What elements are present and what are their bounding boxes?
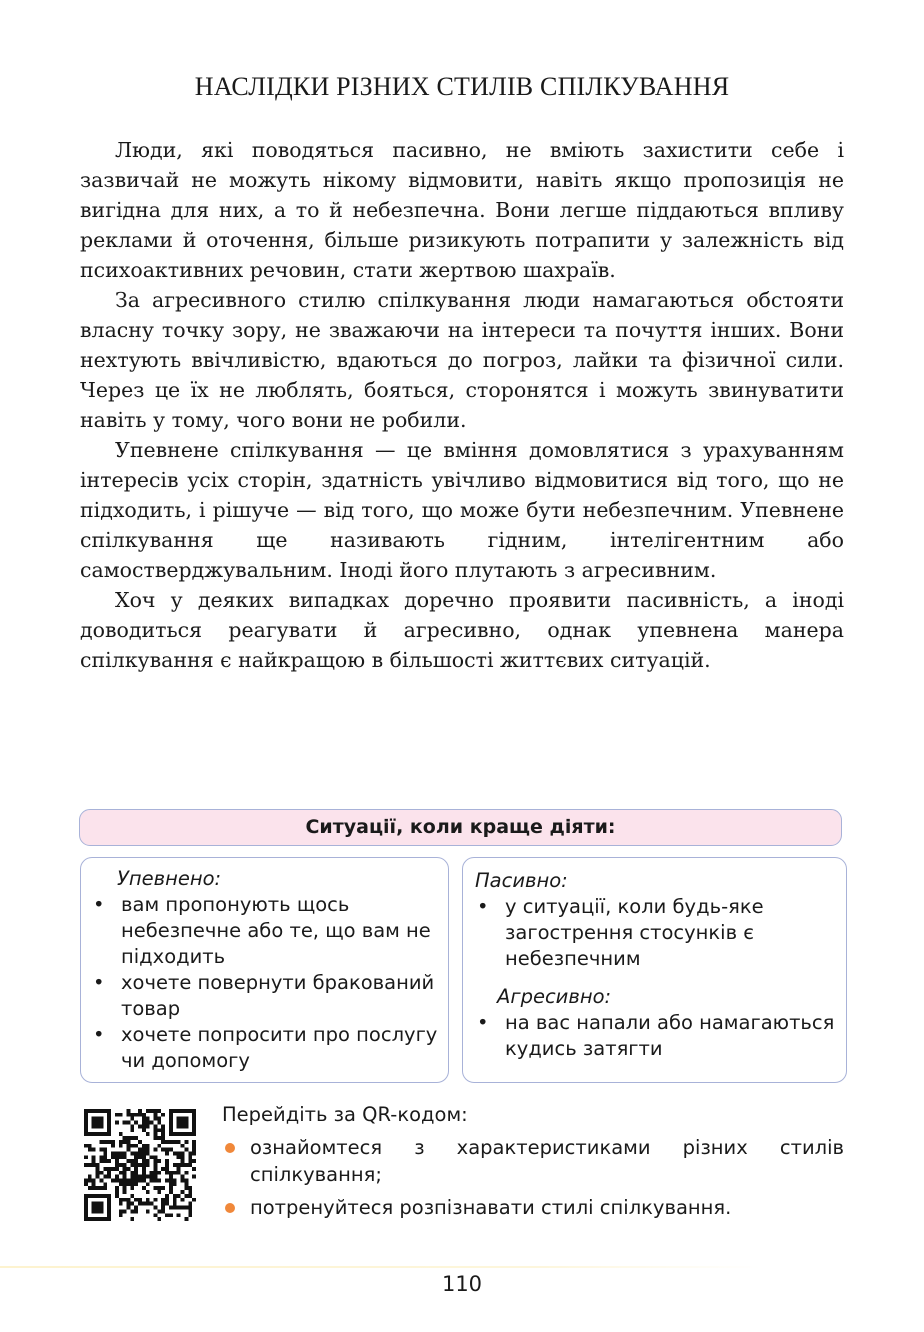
qr-code-icon[interactable] (84, 1109, 196, 1221)
list-item: • вам пропонують щось небезпечне або те, що вам не підходить (91, 892, 438, 970)
qr-list (222, 1134, 844, 1221)
list-item: • на вас напали або намагаються кудись затягти (475, 1010, 836, 1062)
aggressive-list (475, 1010, 836, 1062)
confident-list (91, 892, 438, 1074)
passive-aggressive-box (462, 857, 847, 1083)
list-item: • хочете повернути бракований товар (91, 970, 438, 1022)
page-title: НАСЛІДКИ РІЗНИХ СТИЛІВ СПІЛКУВАННЯ (194, 72, 730, 101)
passive-list (475, 894, 836, 972)
paragraph-aggressive: За агресивного стилю спілкування люди намагаються обстояти власну точку зору, не зважаючи на інтереси та почуття інших. Вони нехтують ввічливістю, вдаються до погроз, лайки та фізичної сили. Через це їх не люблять, бояться, сторонятся і можуть звинуватити навіть у тому, чого вони не робили. (80, 288, 844, 432)
confident-label: Упевнено: (117, 867, 222, 890)
main-text (80, 135, 844, 675)
footer-divider (0, 1266, 760, 1268)
qr-intro: Перейдіть за QR-кодом: (222, 1103, 468, 1126)
list-item: • хочете попросити про послугу чи допомогу (91, 1022, 438, 1074)
paragraph-passive: Люди, які поводяться пасивно, не вміють захистити себе і зазвичай не можуть нікому відмовити, навіть якщо пропозиція не вигідна для них, а то й небезпечна. Вони легше піддаються впливу реклами й оточення, більше ризикують потрапити у залежність від психоактивних речовин, стати жертвою шахраїв. (80, 138, 844, 282)
qr-section (222, 1101, 844, 1227)
page-number: 110 (441, 1272, 483, 1296)
list-item: • у ситуації, коли будь-яке загострення стосунків є небезпечним (475, 894, 836, 972)
confident-box (80, 857, 449, 1083)
situations-header: Ситуації, коли краще діяти: (79, 809, 842, 846)
paragraph-conclusion: Хоч у деяких випадках доречно проявити пасивність, а іноді доводиться реагувати й агресивно, однак упевнена манера спілкування є найкращою в більшості життєвих ситуацій. (80, 588, 844, 672)
paragraph-confident: Упевнене спілкування — це вміння домовлятися з урахуванням інтересів усіх сторін, здатність увічливо відмовитися від того, що не підходить, і рішуче — від того, що може бути небезпечним. Упевнене спілкування ще називають гідним, інтелігентним або самостверджувальним. Іноді його плутають з агресивним. (80, 438, 844, 582)
list-item: ознайомтеся з характеристиками різних стилів спілкування; (222, 1134, 844, 1188)
aggressive-label: Агресивно: (497, 985, 612, 1008)
list-item: потренуйтеся розпізнавати стилі спілкування. (222, 1194, 844, 1221)
passive-label: Пасивно: (475, 869, 568, 892)
